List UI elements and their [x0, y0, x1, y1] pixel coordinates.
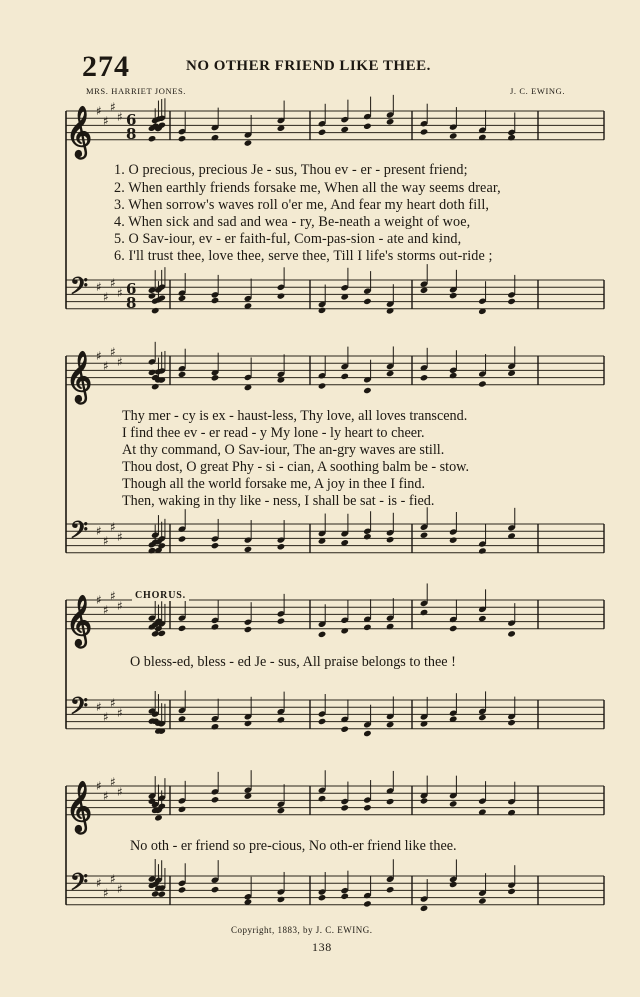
- note-head: [340, 627, 349, 634]
- sharp-sign: ♯: [96, 524, 102, 538]
- sharp-sign: ♯: [103, 710, 109, 724]
- note-head: [363, 387, 372, 394]
- sharp-sign: ♯: [96, 349, 102, 363]
- note-head: [151, 307, 160, 314]
- sharp-sign: ♯: [117, 530, 123, 544]
- verse-line: 1. O precious, precious Je - sus, Thou ev - er - present friend;: [114, 162, 468, 178]
- note-head: [420, 128, 429, 135]
- bass-clef: 𝄢: [70, 516, 89, 549]
- note-head: [386, 798, 395, 805]
- verse-line: Thy mer - cy is ex - haust-less, Thy love, all loves transcend.: [122, 408, 468, 424]
- note-head: [318, 631, 327, 638]
- verse-line: Thou dost, O great Phy - si - cian, A soothing balm be - stow.: [122, 459, 470, 475]
- treble-clef: 𝄞: [66, 350, 93, 402]
- note-head: [420, 609, 429, 616]
- note-head: [449, 536, 458, 543]
- note-head: [478, 547, 487, 554]
- note-head: [151, 383, 160, 390]
- note-head: [386, 370, 395, 377]
- note-head: [507, 888, 516, 895]
- verse-line: Then, waking in thy like - ness, I shall be sat - is - fied.: [122, 493, 435, 509]
- note-head: [449, 800, 458, 807]
- note-head: [211, 623, 220, 630]
- sharp-sign: ♯: [117, 706, 123, 720]
- verse-line: 2. When earthly friends forsake me, When all the way seems drear,: [114, 180, 501, 196]
- note-head: [363, 298, 372, 305]
- treble-clef: 𝄞: [66, 105, 93, 157]
- time-signature: 6: [126, 280, 137, 298]
- note-head: [386, 536, 395, 543]
- sharp-sign: ♯: [110, 589, 116, 603]
- note-head: [178, 295, 187, 302]
- verse-line: At thy command, O Sav-iour, The an-gry waves are still.: [122, 442, 445, 458]
- note-head: [449, 292, 458, 299]
- time-signature: 6: [126, 111, 137, 129]
- note-head: [178, 886, 187, 893]
- hymn-title: NO OTHER FRIEND LIKE THEE.: [186, 58, 431, 74]
- note-head: [478, 714, 487, 721]
- sharp-sign: ♯: [110, 872, 116, 886]
- note-head: [277, 617, 286, 624]
- chorus-label: CHORUS.: [132, 590, 189, 601]
- bass-clef: 𝄢: [70, 868, 89, 901]
- sharp-sign: ♯: [96, 104, 102, 118]
- note-head: [244, 720, 253, 727]
- bass-clef: 𝄢: [70, 692, 89, 725]
- note-head: [318, 129, 327, 136]
- note-head: [478, 380, 487, 387]
- sharp-sign: ♯: [96, 876, 102, 890]
- note-head: [386, 886, 395, 893]
- verse-line: 3. When sorrow's waves roll o'er me, And fear my heart doth fill,: [114, 197, 490, 213]
- composer-credit: J. C. EWING.: [510, 86, 566, 96]
- note-head: [507, 719, 516, 726]
- sharp-sign: ♯: [117, 110, 123, 124]
- lyricist-credit: MRS. HARRIET JONES.: [86, 86, 187, 96]
- note-head: [277, 543, 286, 550]
- note-head: [340, 893, 349, 900]
- sharp-sign: ♯: [117, 599, 123, 613]
- treble-clef: 𝄞: [66, 594, 93, 646]
- note-head: [363, 900, 372, 907]
- note-head: [420, 797, 429, 804]
- time-signature: 8: [126, 125, 137, 143]
- note-head: [277, 807, 286, 814]
- note-head: [340, 373, 349, 380]
- note-head: [178, 806, 187, 813]
- treble-clef: 𝄞: [66, 780, 93, 832]
- note-head: [340, 804, 349, 811]
- note-head: [318, 382, 327, 389]
- note-head: [420, 905, 429, 912]
- sharp-sign: ♯: [103, 886, 109, 900]
- note-head: [363, 730, 372, 737]
- sharp-sign: ♯: [117, 785, 123, 799]
- page-number: 138: [312, 940, 332, 954]
- sharp-sign: ♯: [110, 696, 116, 710]
- sharp-sign: ♯: [103, 603, 109, 617]
- note-head: [363, 624, 372, 631]
- note-head: [340, 726, 349, 733]
- sharp-sign: ♯: [117, 286, 123, 300]
- verse-line: 5. O Sav-iour, ev - er faith-ful, Com-pas-sion - ate and kind,: [114, 231, 462, 247]
- sharp-sign: ♯: [96, 700, 102, 714]
- note-head: [420, 532, 429, 539]
- note-head: [157, 891, 166, 898]
- note-head: [449, 625, 458, 632]
- sharp-sign: ♯: [110, 520, 116, 534]
- note-head: [244, 139, 253, 146]
- sharp-sign: ♯: [103, 114, 109, 128]
- note-head: [178, 535, 187, 542]
- note-head: [211, 297, 220, 304]
- note-head: [277, 716, 286, 723]
- note-head: [318, 795, 327, 802]
- note-head: [478, 897, 487, 904]
- note-head: [449, 372, 458, 379]
- note-head: [449, 881, 458, 888]
- sharp-sign: ♯: [103, 290, 109, 304]
- note-head: [178, 625, 187, 632]
- chorus-lyric-line: O bless-ed, bless - ed Je - sus, All praise belongs to thee !: [130, 654, 456, 670]
- sharp-sign: ♯: [117, 355, 123, 369]
- note-head: [277, 896, 286, 903]
- note-head: [211, 723, 220, 730]
- note-head: [244, 626, 253, 633]
- sharp-sign: ♯: [103, 534, 109, 548]
- verse-line: Though all the world forsake me, A joy in thee I find.: [122, 476, 425, 492]
- note-head: [340, 126, 349, 133]
- note-head: [449, 132, 458, 139]
- verse-line: 4. When sick and sad and wea - ry, Be-neath a weight of woe,: [114, 214, 471, 230]
- sharp-sign: ♯: [103, 789, 109, 803]
- note-head: [211, 542, 220, 549]
- note-head: [148, 135, 157, 142]
- note-head: [318, 718, 327, 725]
- note-head: [363, 804, 372, 811]
- sharp-sign: ♯: [110, 100, 116, 114]
- note-head: [363, 533, 372, 540]
- sharp-sign: ♯: [110, 775, 116, 789]
- note-head: [318, 894, 327, 901]
- hymn-number: 274: [82, 50, 130, 83]
- note-head: [211, 374, 220, 381]
- sharp-sign: ♯: [117, 882, 123, 896]
- note-head: [507, 298, 516, 305]
- note-head: [151, 890, 160, 897]
- note-head: [507, 630, 516, 637]
- sharp-sign: ♯: [103, 359, 109, 373]
- chorus-lyric-line: No oth - er friend so pre-cious, No oth-er friend like thee.: [130, 838, 457, 854]
- sharp-sign: ♯: [110, 345, 116, 359]
- bass-clef: 𝄢: [70, 272, 89, 305]
- sharp-sign: ♯: [96, 593, 102, 607]
- note-head: [244, 546, 253, 553]
- note-head: [420, 374, 429, 381]
- note-head: [277, 292, 286, 299]
- note-head: [318, 307, 327, 314]
- sharp-sign: ♯: [110, 276, 116, 290]
- note-head: [363, 123, 372, 130]
- note-head: [386, 118, 395, 125]
- note-head: [178, 371, 187, 378]
- copyright-notice: Copyright, 1883, by J. C. EWING.: [231, 925, 373, 935]
- note-head: [211, 886, 220, 893]
- verse-line: I find thee ev - er read - y My lone - ly heart to cheer.: [122, 425, 425, 441]
- verse-line: 6. I'll trust thee, love thee, serve thee, Till I life's storms out-ride ;: [114, 248, 493, 264]
- note-head: [211, 796, 220, 803]
- note-head: [178, 135, 187, 142]
- time-signature: 8: [126, 294, 137, 312]
- sharp-sign: ♯: [96, 280, 102, 294]
- note-head: [420, 287, 429, 294]
- sharp-sign: ♯: [96, 779, 102, 793]
